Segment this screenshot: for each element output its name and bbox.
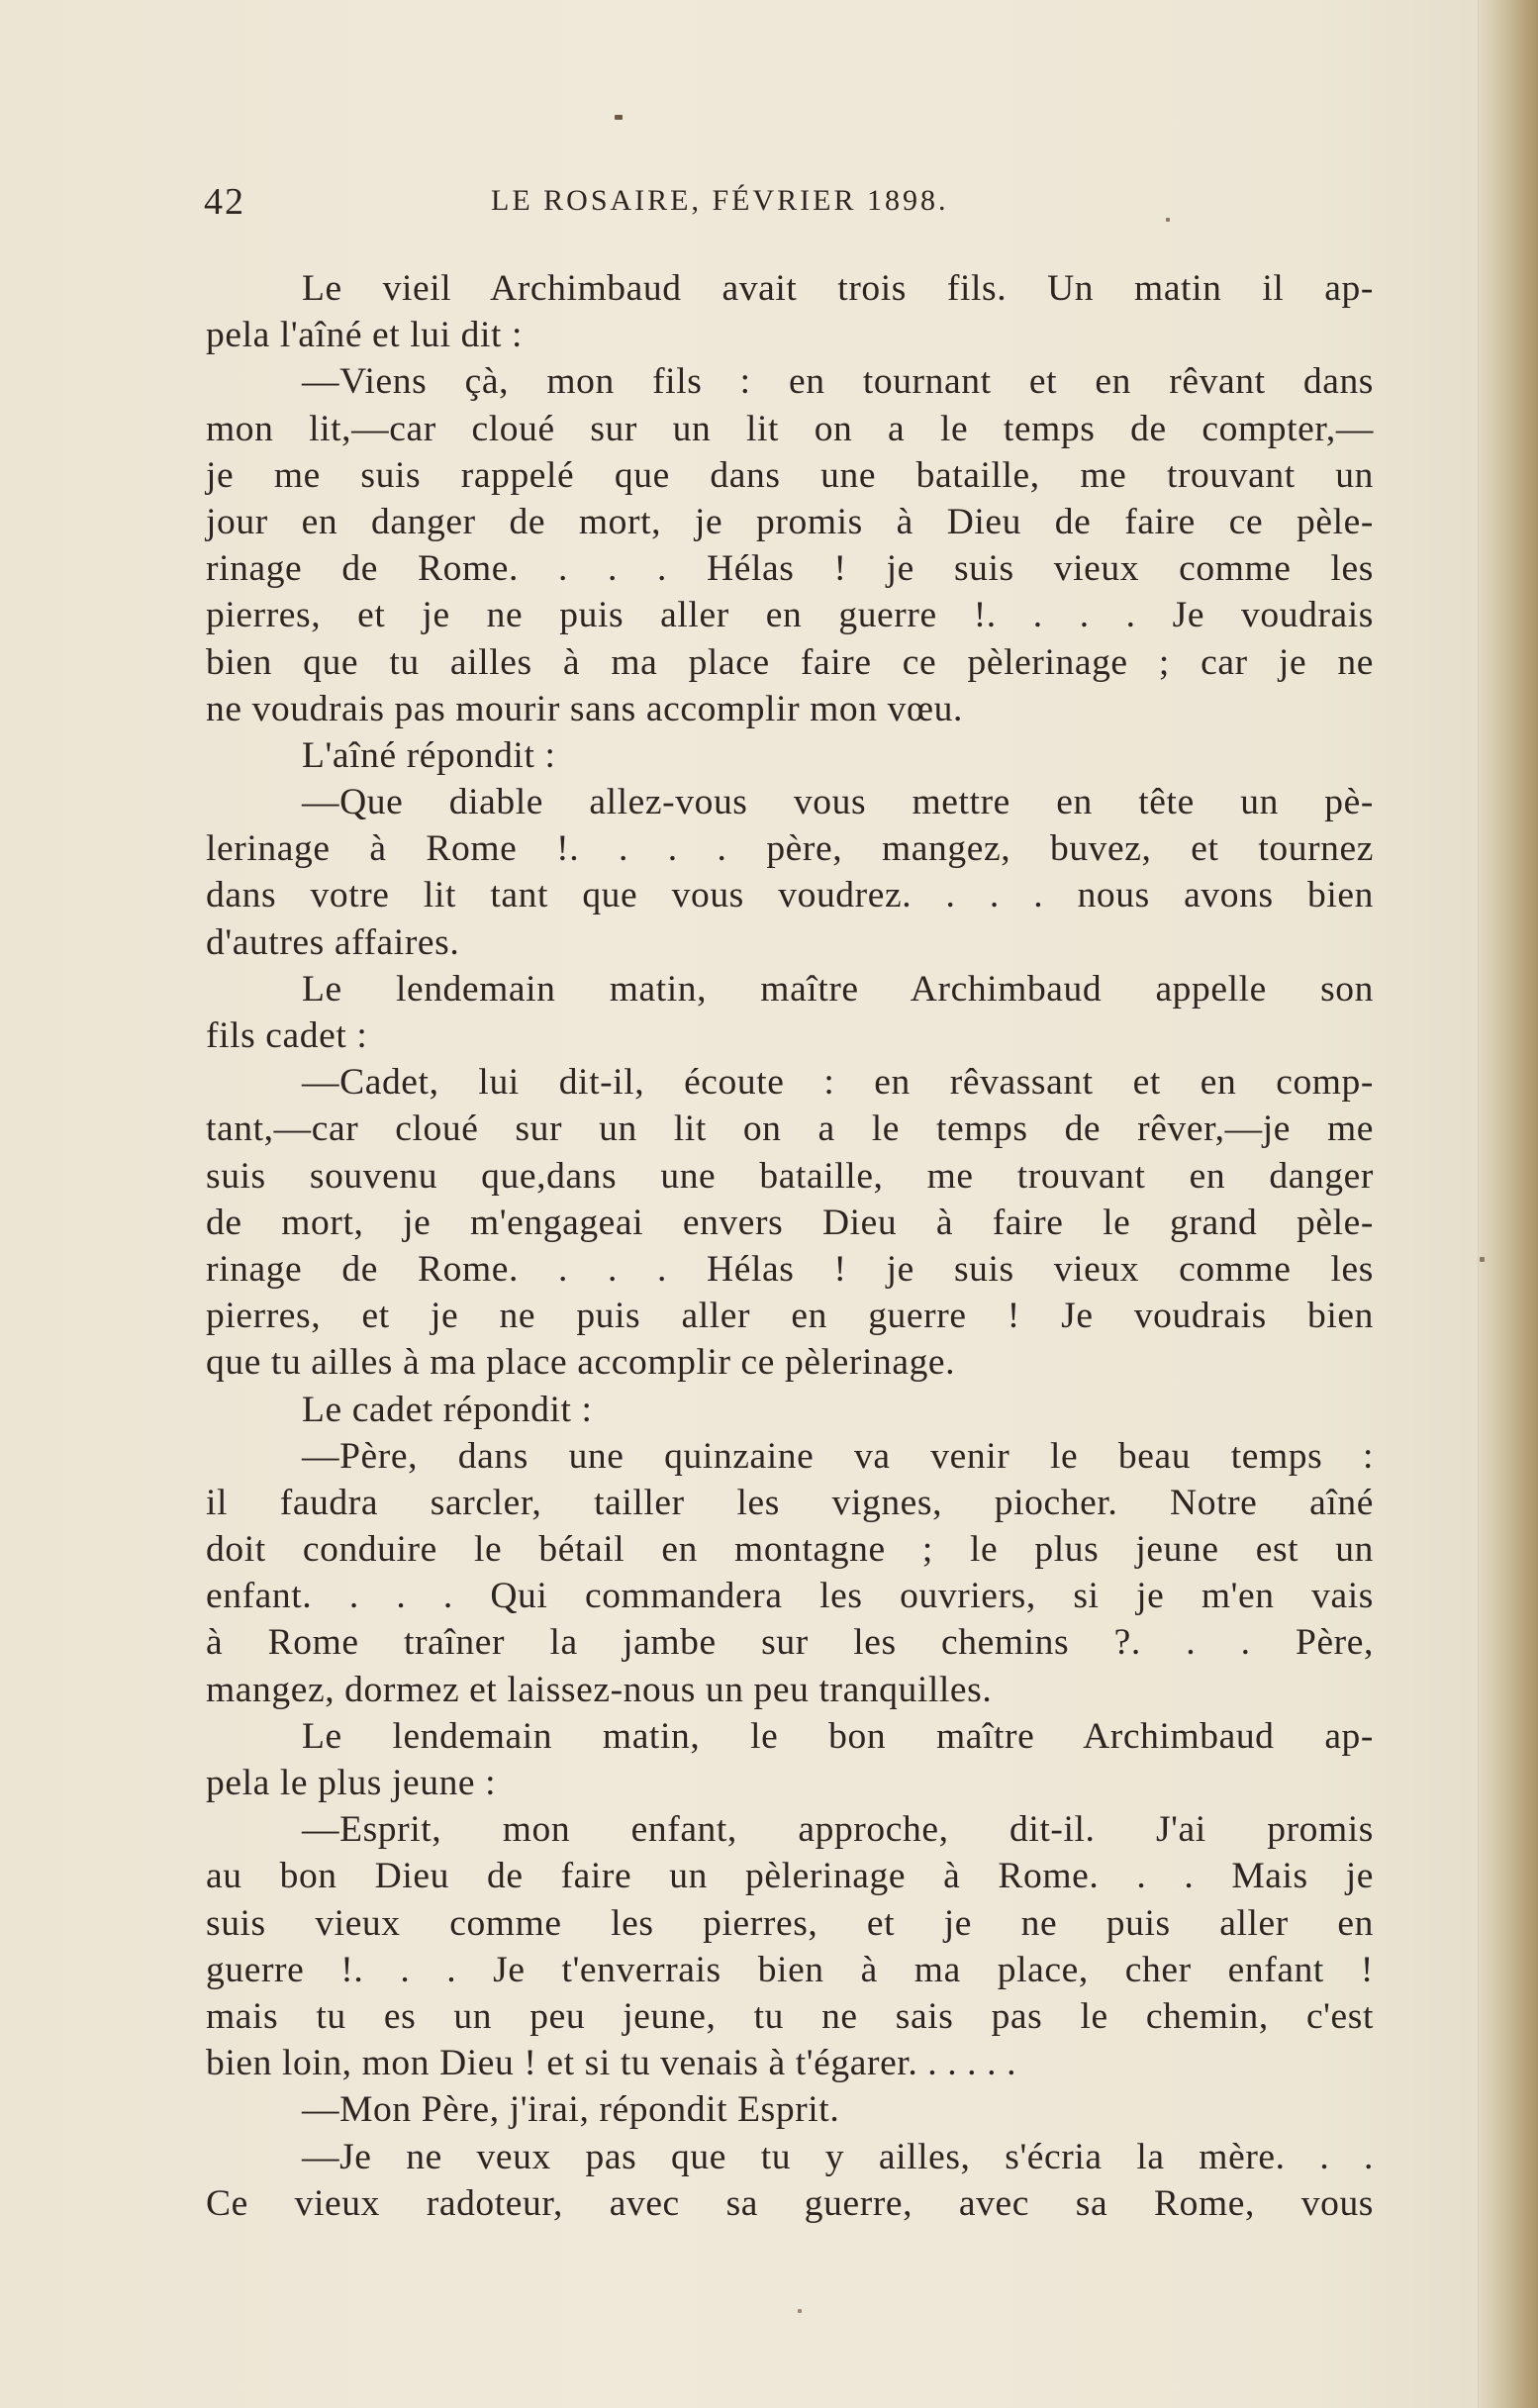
text-line: bien que tu ailles à ma place faire ce pèlerinage ; car je ne bbox=[206, 641, 1374, 683]
text-line: Ce vieux radoteur, avec sa guerre, avec sa Rome, vous bbox=[206, 2182, 1374, 2224]
text-line: tant,—car cloué sur un lit on a le temps de rêver,—je me bbox=[206, 1108, 1374, 1150]
print-mark bbox=[798, 2309, 802, 2313]
text-line: Le lendemain matin, le bon maître Archimbaud ap- bbox=[302, 1715, 1374, 1757]
text-line: Le lendemain matin, maître Archimbaud appelle son bbox=[302, 968, 1374, 1010]
print-mark bbox=[1166, 218, 1170, 222]
text-line: doit conduire le bétail en montagne ; le plus jeune est un bbox=[206, 1529, 1374, 1571]
text-line: suis vieux comme les pierres, et je ne puis aller en bbox=[206, 1902, 1374, 1944]
text-line: Le vieil Archimbaud avait trois fils. Un matin il ap- bbox=[302, 268, 1374, 309]
text-line: suis souvenu que,dans une bataille, me trouvant en danger bbox=[206, 1155, 1374, 1197]
print-mark bbox=[1480, 1257, 1485, 1262]
text-line: L'aîné répondit : bbox=[302, 734, 556, 776]
text-line: rinage de Rome. . . . Hélas ! je suis vieux comme les bbox=[206, 1248, 1374, 1290]
text-line: à Rome traîner la jambe sur les chemins ?. . . Père, bbox=[206, 1622, 1374, 1664]
text-line: rinage de Rome. . . . Hélas ! je suis vieux comme les bbox=[206, 548, 1374, 590]
text-line: —Viens çà, mon fils : en tournant et en rêvant dans bbox=[302, 361, 1374, 403]
text-line: enfant. . . . Qui commandera les ouvriers, si je m'en vais bbox=[206, 1576, 1374, 1617]
text-line: guerre !. . . Je t'enverrais bien à ma place, cher enfant ! bbox=[206, 1949, 1374, 1990]
text-line: —Mon Père, j'irai, répondit Esprit. bbox=[302, 2089, 840, 2131]
print-mark bbox=[615, 115, 623, 120]
page-header bbox=[204, 180, 1075, 240]
text-line: —Que diable allez-vous vous mettre en tête un pè- bbox=[302, 782, 1374, 823]
text-line: —Cadet, lui dit-il, écoute : en rêvassant et en comp- bbox=[302, 1062, 1374, 1104]
text-line: bien loin, mon Dieu ! et si tu venais à t'égarer. . . . . . bbox=[206, 2043, 1017, 2084]
text-line: mangez, dormez et laissez-nous un peu tranquilles. bbox=[206, 1669, 993, 1710]
text-line: fils cadet : bbox=[206, 1015, 368, 1056]
text-line: —Je ne veux pas que tu y ailles, s'écria la mère. . . bbox=[302, 2136, 1374, 2177]
text-line: pela le plus jeune : bbox=[206, 1763, 497, 1803]
text-line: —Esprit, mon enfant, approche, dit-il. J'ai promis bbox=[302, 1809, 1374, 1851]
text-line: pierres, et je ne puis aller en guerre !. . . . Je voudrais bbox=[206, 595, 1374, 636]
text-line: ne voudrais pas mourir sans accomplir mon vœu. bbox=[206, 688, 963, 729]
body-text bbox=[206, 265, 1374, 2227]
text-line: pierres, et je ne puis aller en guerre ! Je voudrais bien bbox=[206, 1296, 1374, 1337]
page-edge bbox=[1479, 0, 1538, 2408]
text-line: je me suis rappelé que dans une bataille, me trouvant un bbox=[206, 454, 1374, 496]
text-line: dans votre lit tant que vous voudrez. . . . nous avons bien bbox=[206, 875, 1374, 916]
text-line: —Père, dans une quinzaine va venir le beau temps : bbox=[302, 1435, 1374, 1477]
text-line: pela l'aîné et lui dit : bbox=[206, 315, 524, 356]
text-line: Le cadet répondit : bbox=[302, 1389, 593, 1430]
text-line: au bon Dieu de faire un pèlerinage à Rome. . . Mais je bbox=[206, 1856, 1374, 1897]
running-head: LE ROSAIRE, FÉVRIER 1898. bbox=[491, 184, 949, 217]
text-line: il faudra sarcler, tailler les vignes, piocher. Notre aîné bbox=[206, 1482, 1374, 1523]
text-line: lerinage à Rome !. . . . père, mangez, buvez, et tournez bbox=[206, 828, 1374, 870]
text-line: d'autres affaires. bbox=[206, 921, 460, 963]
text-line: mais tu es un peu jeune, tu ne sais pas le chemin, c'est bbox=[206, 1995, 1374, 2037]
text-line: que tu ailles à ma place accomplir ce pèlerinage. bbox=[206, 1342, 956, 1384]
text-line: jour en danger de mort, je promis à Dieu de faire ce pèle- bbox=[206, 501, 1374, 542]
text-line: mon lit,—car cloué sur un lit on a le temps de compter,— bbox=[206, 408, 1374, 449]
page-number: 42 bbox=[204, 181, 245, 223]
text-line: de mort, je m'engageai envers Dieu à faire le grand pèle- bbox=[206, 1202, 1374, 1243]
